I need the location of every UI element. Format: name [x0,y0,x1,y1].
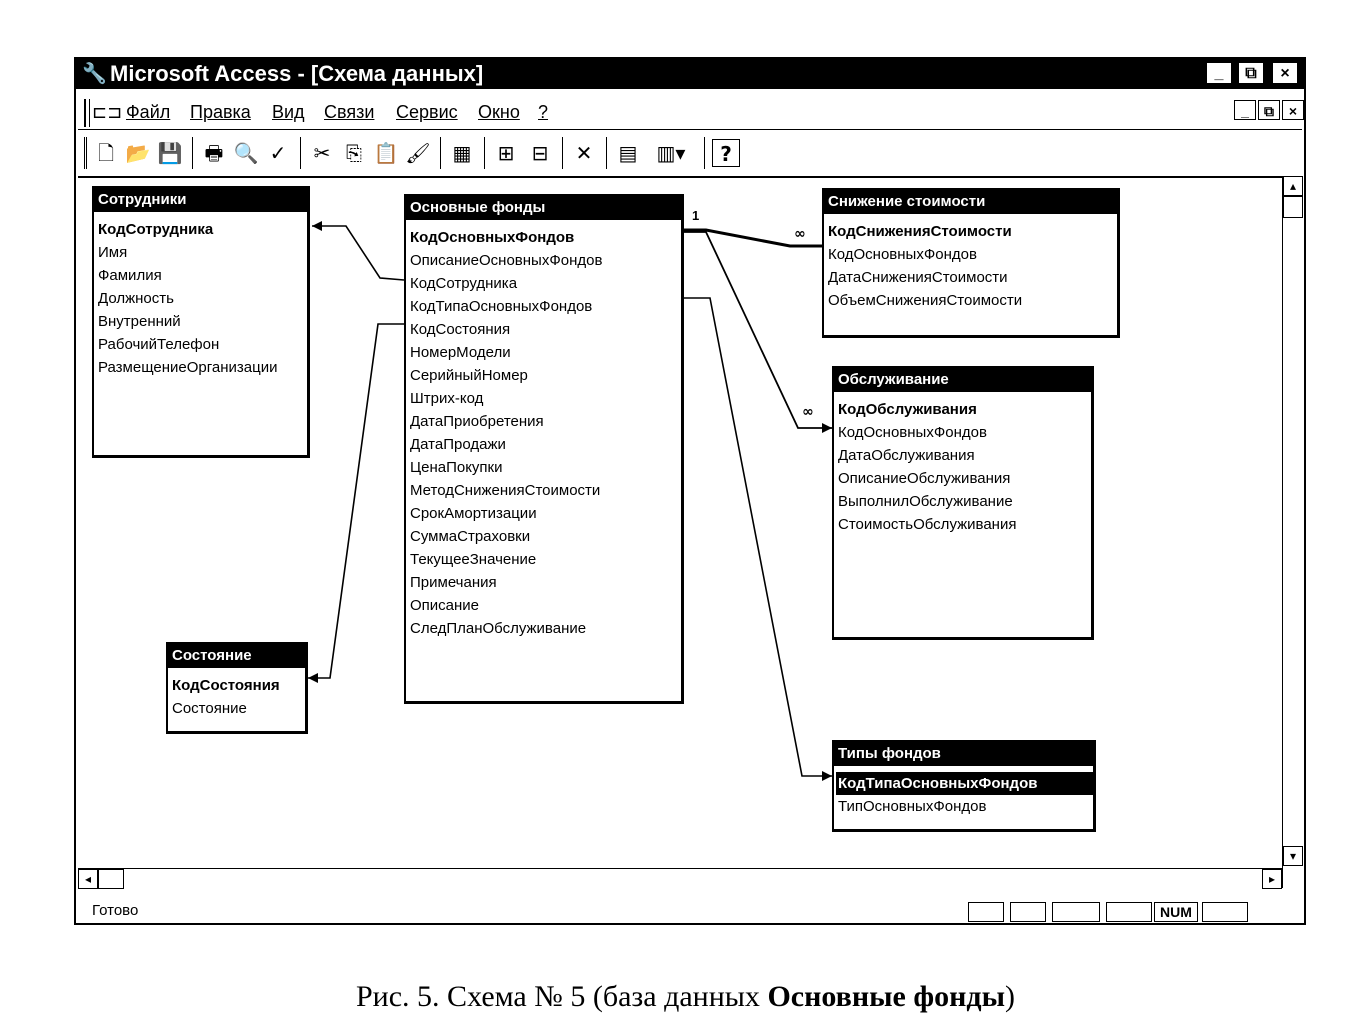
rel-many-label: ∞ [794,226,806,242]
field-item[interactable]: ОписаниеОсновныхФондов [410,252,603,269]
field-item[interactable]: КодСниженияСтоимости [828,223,1012,240]
menu-help[interactable]: ? [538,102,549,122]
new-object-icon[interactable]: ▥▾ [656,141,686,165]
table-depreciation-fields [828,220,1117,312]
field-item[interactable]: СрокАмортизации [410,505,537,522]
field-item[interactable]: КодОсновныхФондов [838,424,987,441]
menu-file[interactable]: Файл [126,102,171,122]
spelling-icon[interactable]: ✓ [269,141,287,165]
open-folder-icon[interactable]: 📂 [125,141,151,165]
field-item[interactable]: КодСотрудника [410,275,518,292]
field-item[interactable]: Фамилия [98,267,162,284]
caption-bold: Основные фонды [767,980,1005,1013]
help-icon[interactable]: ? [712,139,740,167]
table-maintenance-fields [838,398,1091,536]
field-item[interactable]: КодТипаОсновныхФондов [836,772,1093,795]
toolbar [78,135,778,173]
field-item[interactable]: ТекущееЗначение [410,551,537,568]
status-pane [1106,902,1152,922]
copy-icon[interactable]: ⎘ [346,141,362,165]
show-direct-icon[interactable]: ⊞ [497,141,515,165]
table-assets-fields [410,226,681,640]
relationships-doc-icon[interactable]: ⊏⊐ [92,102,123,122]
table-status[interactable] [166,642,308,734]
new-document-icon[interactable]: 🗋 [97,141,115,165]
menu-window[interactable]: Окно [478,102,520,122]
menu-tools[interactable]: Сервис [396,102,458,122]
table-assets[interactable] [404,194,684,704]
format-painter-icon[interactable]: 🖌 [405,141,431,165]
maximize-button[interactable]: ⧉ [1238,62,1264,84]
field-item[interactable]: СерийныйНомер [410,367,528,384]
table-types-fields [838,772,1093,818]
menu-view[interactable]: Вид [272,102,305,122]
field-item[interactable]: КодОбслуживания [838,401,977,418]
scroll-left-icon[interactable]: ◂ [78,869,98,889]
delete-icon[interactable]: ✕ [575,141,593,165]
table-depreciation-title[interactable]: Снижение стоимости [824,190,1117,214]
show-table-icon[interactable]: ▦ [452,141,472,165]
child-minimize-button[interactable]: _ [1234,100,1256,120]
scroll-up-icon[interactable]: ▴ [1283,176,1303,196]
field-item[interactable]: РазмещениеОрганизации [98,359,278,376]
field-item[interactable]: НомерМодели [410,344,511,361]
table-employees[interactable] [92,186,310,458]
field-item[interactable]: Примечания [410,574,497,591]
table-status-fields [172,674,305,720]
table-types-title[interactable]: Типы фондов [834,742,1093,766]
rel-many-label: ∞ [802,404,814,420]
minimize-button[interactable]: _ [1206,62,1232,84]
field-item[interactable]: Должность [98,290,174,307]
key-icon[interactable]: 🔧 [82,63,107,85]
vertical-scrollbar[interactable] [1282,176,1303,888]
horizontal-scrollbar[interactable] [78,868,1282,889]
scroll-thumb-horizontal[interactable] [98,869,124,889]
table-employees-fields [98,218,307,379]
table-maintenance-title[interactable]: Обслуживание [834,368,1091,392]
save-icon[interactable]: 💾 [157,141,183,165]
child-restore-button[interactable]: ⧉ [1258,100,1280,120]
toolbar-separator [562,137,565,169]
toolbar-separator [300,137,303,169]
field-item[interactable]: ОписаниеОбслуживания [838,470,1011,487]
scroll-thumb[interactable] [1283,196,1303,218]
field-item[interactable]: КодСотрудника [98,221,214,238]
field-item[interactable]: ВыполнилОбслуживание [838,493,1013,510]
field-item[interactable]: КодТипаОсновныхФондов [410,298,593,315]
close-button[interactable]: × [1272,62,1298,84]
field-item[interactable]: КодСостояния [172,677,280,694]
field-item[interactable]: Штрих-код [410,390,484,407]
print-icon[interactable]: 🖶 [204,141,224,165]
menu-relationships[interactable]: Связи [324,102,375,122]
field-item[interactable]: Внутренний [98,313,181,330]
menu-edit[interactable]: Правка [190,102,251,122]
toolbar-separator [606,137,609,169]
field-item[interactable]: СуммаСтраховки [410,528,531,545]
field-item[interactable]: ЦенаПокупки [410,459,503,476]
field-item[interactable]: МетодСниженияСтоимости [410,482,601,499]
caption-prefix: Рис. 5. Схема № 5 (база данных [356,980,768,1013]
status-bar [78,898,1302,924]
num-indicator: NUM [1154,902,1198,922]
title-bar[interactable] [76,59,1304,89]
toolbar-separator [440,137,443,169]
table-assets-title[interactable]: Основные фонды [406,196,681,220]
status-text: Готово [92,902,139,919]
menubar-grip[interactable] [84,99,90,127]
field-item[interactable]: СледПланОбслуживание [410,620,587,637]
field-item[interactable]: Состояние [172,700,247,717]
field-item[interactable]: РабочийТелефон [98,336,220,353]
field-item[interactable]: Имя [98,244,128,261]
field-item[interactable]: Описание [410,597,480,614]
child-close-button[interactable]: × [1282,100,1304,120]
status-pane [1052,902,1100,922]
field-item[interactable]: ДатаПродажи [410,436,506,453]
caption-suffix: ) [1005,980,1015,1013]
field-item[interactable]: ДатаСниженияСтоимости [828,269,1008,286]
table-maintenance[interactable] [832,366,1094,640]
window-title: Microsoft Access - [Схема данных] [110,61,484,86]
cut-icon[interactable]: ✂ [313,141,331,165]
toolbar-separator [484,137,487,169]
table-depreciation[interactable] [822,188,1120,338]
table-employees-title[interactable]: Сотрудники [94,188,307,212]
database-window-icon[interactable]: ▤ [618,141,638,165]
toolbar-separator [192,137,195,169]
figure-caption [0,980,1371,1014]
table-types[interactable] [832,740,1096,832]
scroll-down-icon[interactable]: ▾ [1283,846,1303,866]
field-item[interactable]: КодОсновныхФондов [410,229,575,246]
show-all-icon[interactable]: ⊟ [531,141,549,165]
menu-bar [78,97,1302,130]
scroll-right-icon[interactable]: ▸ [1262,869,1282,889]
status-pane [968,902,1004,922]
field-item[interactable]: СтоимостьОбслуживания [838,516,1017,533]
toolbar-grip[interactable] [84,137,89,169]
print-preview-icon[interactable]: 🔍 [233,141,259,165]
toolbar-separator [704,137,707,169]
field-item[interactable]: ДатаПриобретения [410,413,544,430]
field-item[interactable]: КодОсновныхФондов [828,246,977,263]
field-item[interactable]: ТипОсновныхФондов [838,798,987,815]
field-item[interactable]: ДатаОбслуживания [838,447,975,464]
rel-one-label: 1 [692,208,700,223]
paste-icon[interactable]: 📋 [373,141,399,165]
field-item[interactable]: КодСостояния [410,321,511,338]
status-pane [1010,902,1046,922]
field-item[interactable]: ОбъемСниженияСтоимости [828,292,1023,309]
table-status-title[interactable]: Состояние [168,644,305,668]
status-pane [1202,902,1248,922]
